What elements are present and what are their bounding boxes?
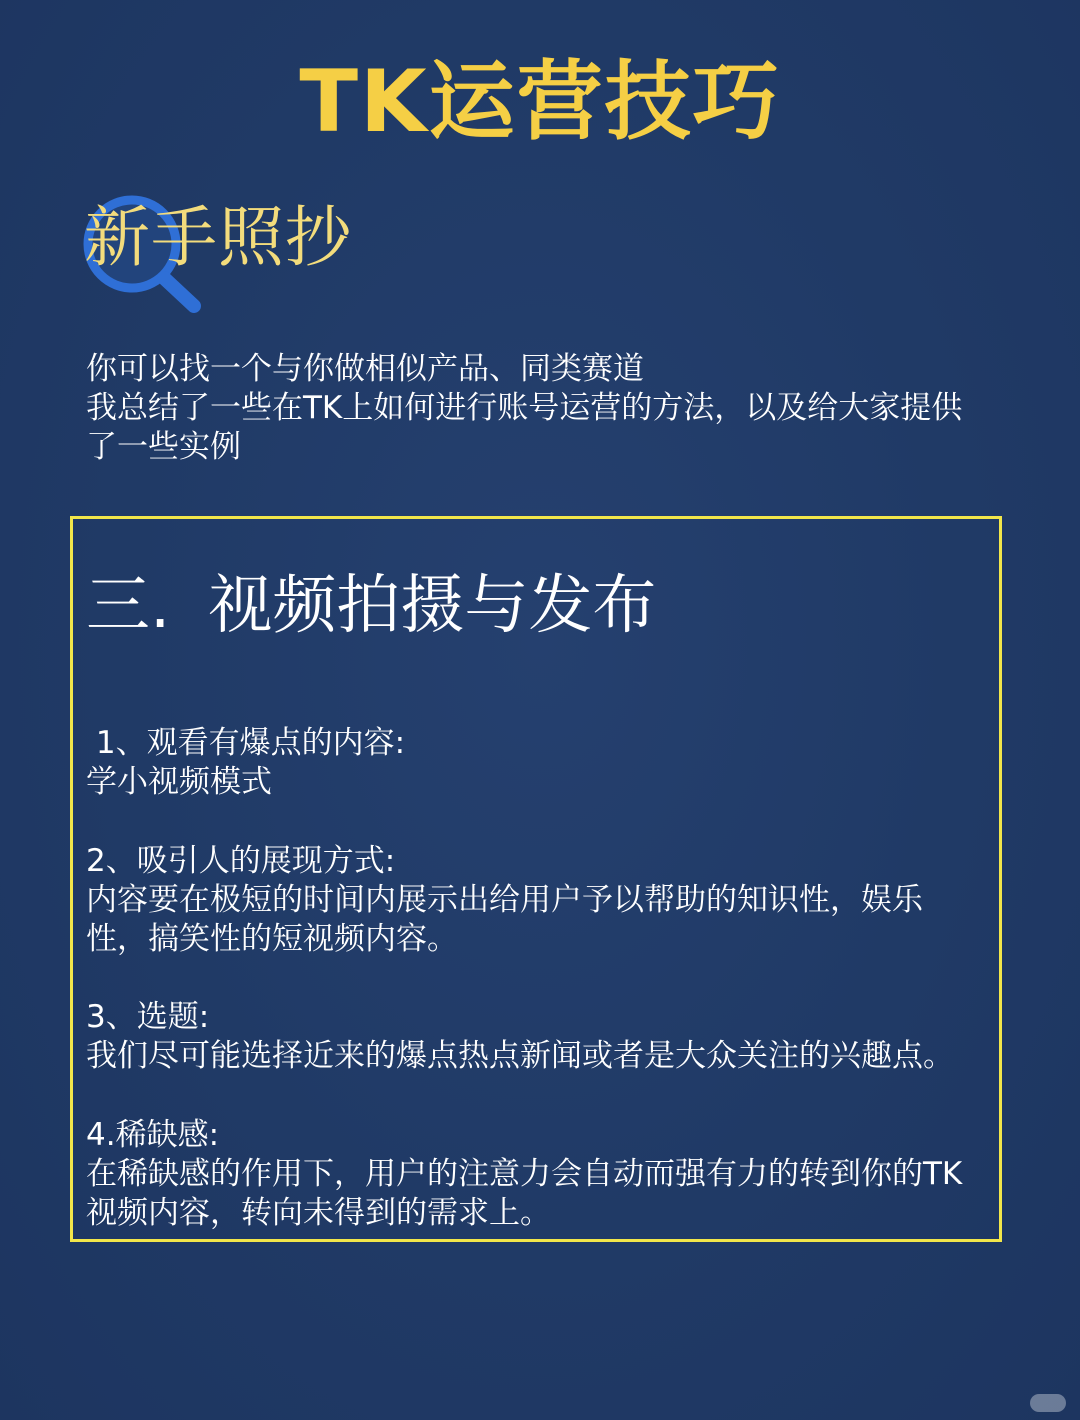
- tip-body: 我们尽可能选择近来的爆点热点新闻或者是大众关注的兴趣点。: [86, 1038, 954, 1074]
- intro-line: 了一些实例: [86, 429, 241, 465]
- tip-body: 在稀缺感的作用下，用户的注意力会自动而强有力的转到你的TK视频内容，转向未得到的需求上。: [86, 1156, 963, 1231]
- tip-item: [86, 1116, 981, 1233]
- tip-item: [86, 724, 986, 802]
- tip-heading: 1、观看有爆点的内容:: [86, 725, 406, 761]
- tip-body: 学小视频模式: [86, 764, 272, 800]
- tip-heading: 3、选题:: [86, 999, 210, 1035]
- tip-item: [86, 842, 981, 959]
- tip-heading: 4.稀缺感:: [86, 1117, 220, 1153]
- page-title: TK运营技巧: [299, 52, 781, 152]
- subtitle: 新手照抄: [84, 199, 352, 276]
- watermark-badge: [1030, 1394, 1066, 1412]
- section-title: [86, 566, 656, 646]
- intro-line: 我总结了一些在TK上如何进行账号运营的方法，以及给大家提供: [86, 390, 963, 426]
- intro-text: [86, 350, 1026, 467]
- tip-body: 内容要在极短的时间内展示出给用户予以帮助的知识性，娱乐性，搞笑性的短视频内容。: [86, 882, 923, 957]
- tip-item: [86, 998, 986, 1076]
- tip-heading: 2、吸引人的展现方式:: [86, 843, 396, 879]
- intro-line: 你可以找一个与你做相似产品、同类赛道: [86, 351, 644, 387]
- section-number: 三.: [86, 569, 171, 643]
- section-title-text: 视频拍摄与发布: [208, 569, 657, 643]
